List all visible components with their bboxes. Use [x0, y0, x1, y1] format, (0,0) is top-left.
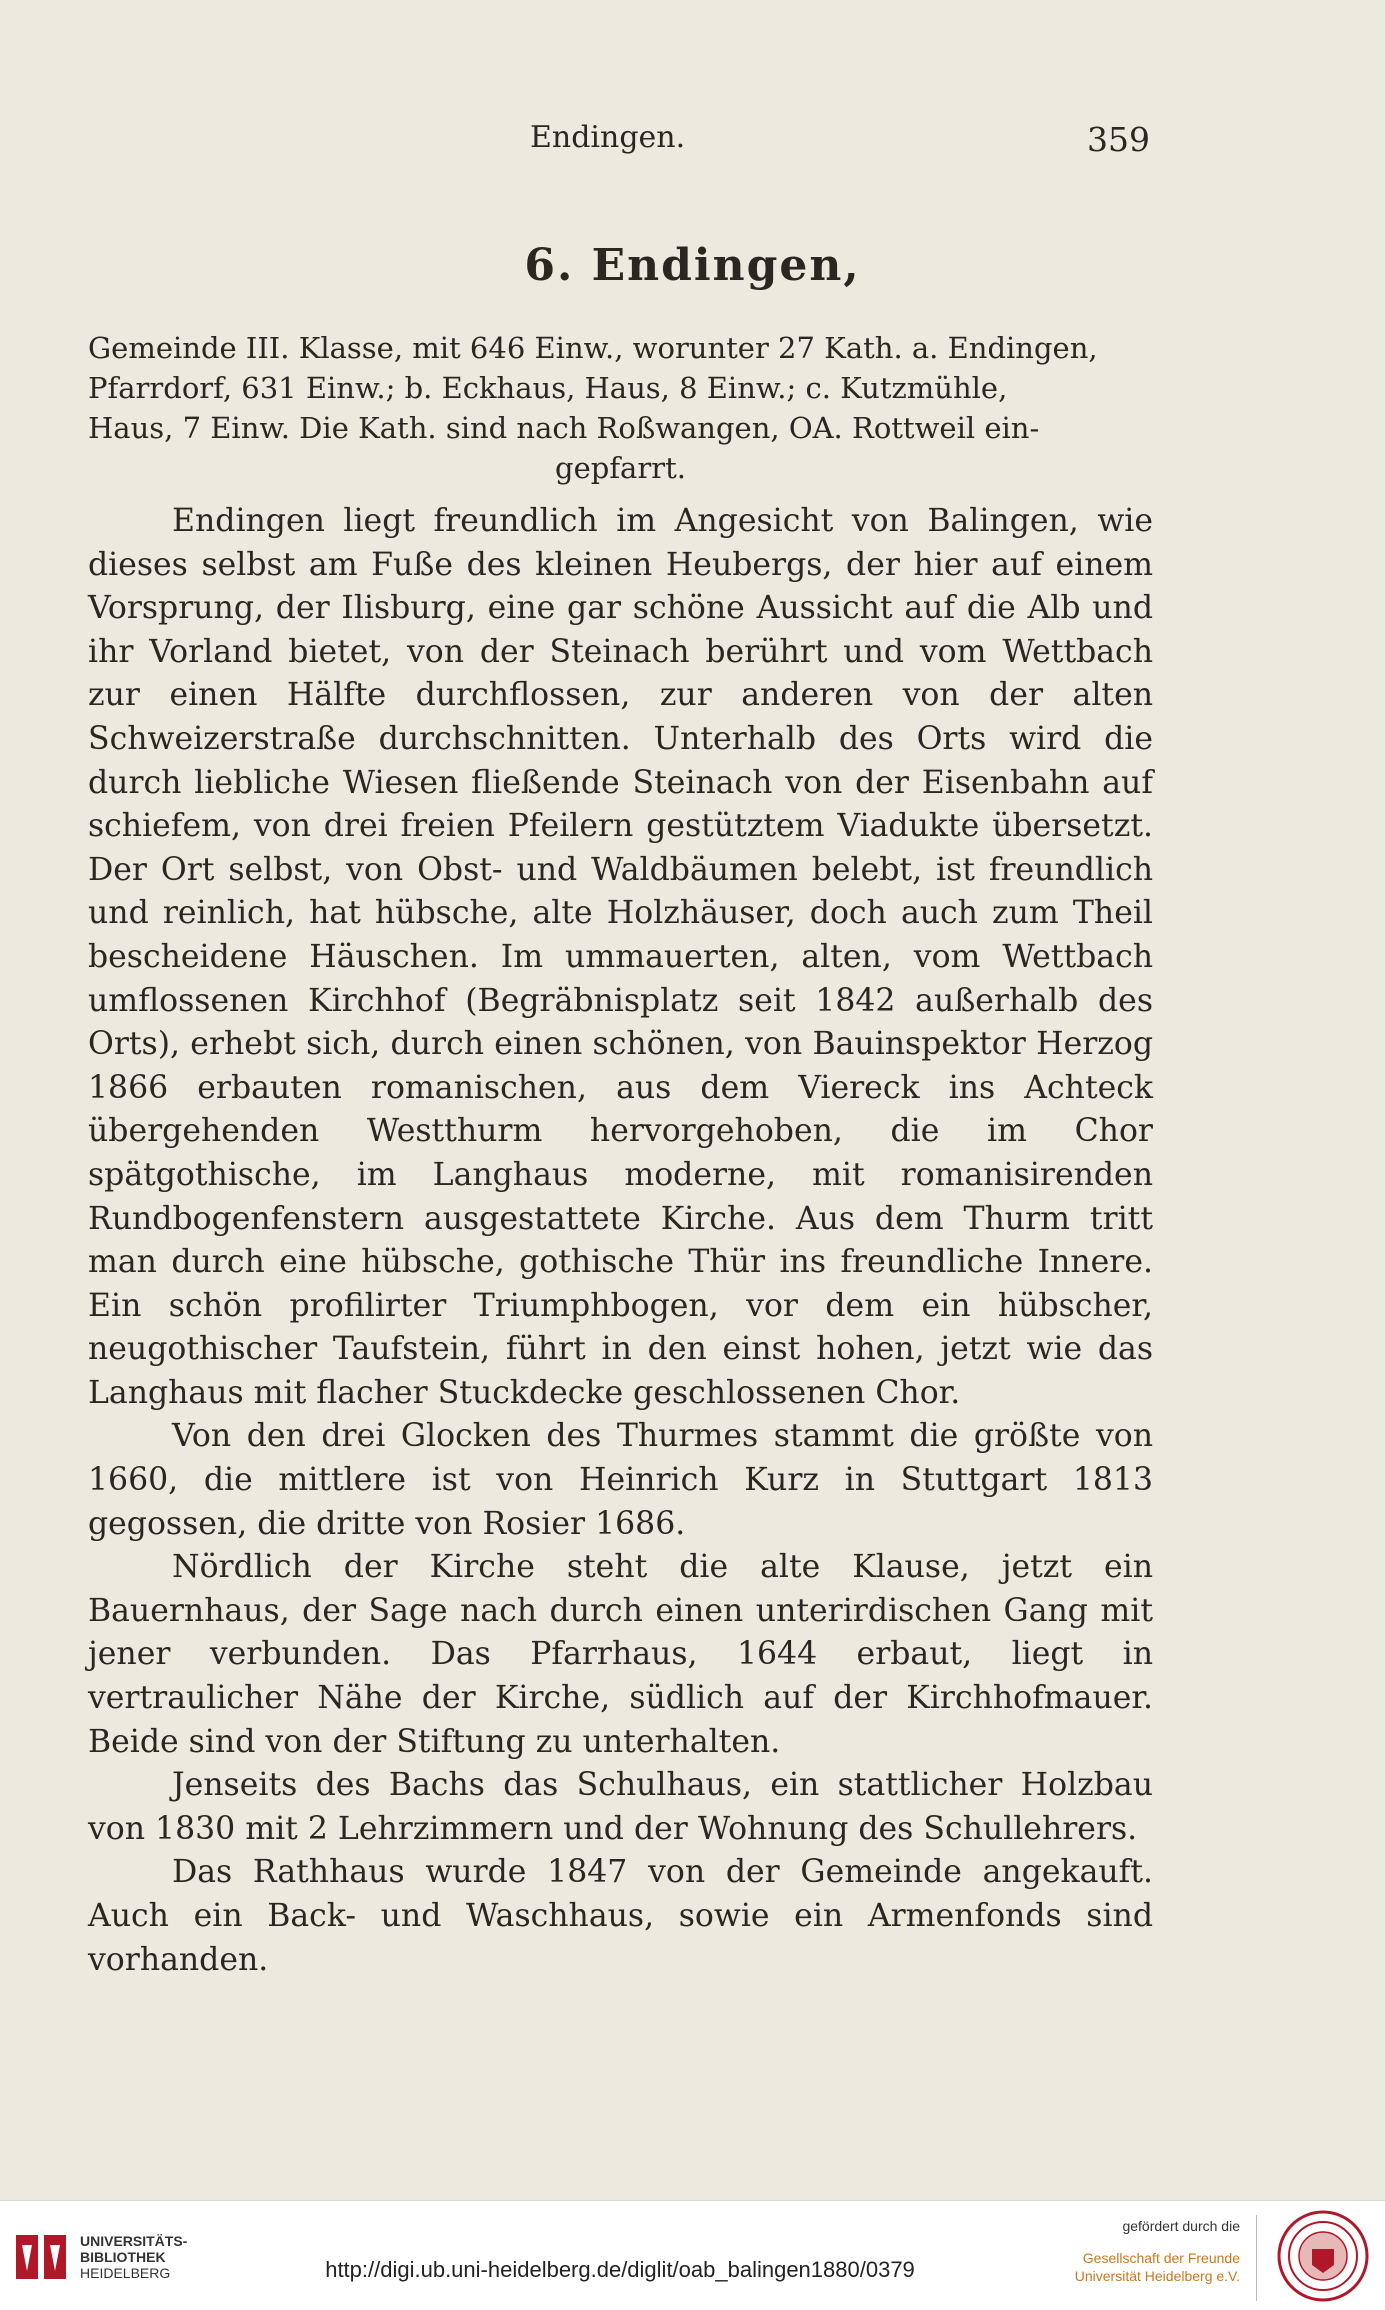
- paragraph: Das Rathhaus wurde 1847 von der Gemeinde angekauft. Auch ein Back- und Waschhaus, sowie ein Armenfonds sind vorhanden.: [88, 1854, 1153, 1978]
- paragraph: Jenseits des Bachs das Schulhaus, ein stattlicher Holzbau von 1830 mit 2 Lehrzimmern und der Wohnung des Schullehrers.: [88, 1767, 1153, 1847]
- page-number: 359: [1087, 120, 1150, 159]
- university-seal-icon: [1276, 2209, 1370, 2303]
- paragraph: Endingen liegt freundlich im Angesicht von Balingen, wie dieses selbst am Fuße des kleinen Heubergs, der hier auf einem Vorsprung, der Ilisburg, eine gar schöne Aussicht auf die Alb und ihr Vorland bietet, von der Steinach berührt und vom Wettbach zur einen Hälfte durchflossen, zur anderen von der alten Schweizerstraße durchschnitten. Unterhalb des Orts wird die durch liebliche Wiesen fließende Steinach von der Eisenbahn auf schiefem, von drei freien Pfeilern gestütztem Viadukte übersetzt. Der Ort selbst, von Obst- und Waldbäumen belebt, ist freundlich und reinlich, hat hübsche, alte Holzhäuser, doch auch zum Theil bescheidene Häuschen. Im ummauerten, alten, vom Wettbach umflossenen Kirchhof (Begräbnisplatz seit 1842 außerhalb des Orts), erhebt sich, durch einen schönen, von Bauinspektor Herzog 1866 erbauten romanischen, aus dem Viereck ins Achteck übergehenden Westthurm hervorgehoben, die im Chor spätgothische, im Langhaus moderne, mit romanisirenden Rundbogenfenstern ausgestattete Kirche. Aus dem Thurm tritt man durch eine hübsche, gothische Thür ins freundliche Innere. Ein schön profilirter Triumphbogen, vor dem ein hübscher, neugothischer Taufstein, führt in den einst hohen, jetzt wie das Langhaus mit flacher Stuckdecke geschlossenen Chor.: [88, 503, 1153, 1411]
- summary-line: Pfarrdorf, 631 Einw.; b. Eckhaus, Haus, 8 Einw.; c. Kutzmühle,: [88, 371, 1008, 405]
- summary-line: Haus, 7 Einw. Die Kath. sind nach Roßwangen, OA. Rottweil ein-: [88, 411, 1040, 445]
- footer-bar: [0, 2200, 1385, 2310]
- footer-divider: [1256, 2215, 1257, 2301]
- sponsor-block: [1060, 2217, 1240, 2285]
- sponsor-name-line: Gesellschaft der Freunde: [1082, 2250, 1240, 2266]
- summary-line: gepfarrt.: [555, 451, 686, 485]
- body-text: [88, 500, 1153, 1982]
- running-title: Endingen.: [530, 120, 686, 155]
- section-heading: 6. Endingen,: [524, 240, 861, 291]
- paragraph: Nördlich der Kirche steht die alte Klause, jetzt ein Bauernhaus, der Sage nach durch einen unterirdischen Gang mit jener verbunden. Das Pfarrhaus, 1644 erbaut, liegt in vertraulicher Nähe der Kirche, südlich auf der Kirchhofmauer. Beide sind von der Stiftung zu unterhalten.: [88, 1549, 1153, 1760]
- sponsor-name-line: Universität Heidelberg e.V.: [1074, 2268, 1240, 2284]
- library-name-line: UNIVERSITÄTS-: [80, 2233, 188, 2249]
- running-head: [90, 120, 1150, 160]
- permalink-url[interactable]: http://digi.ub.uni-heidelberg.de/diglit/oab_balingen1880/0379: [325, 2257, 915, 2282]
- paragraph: Von den drei Glocken des Thurmes stammt die größte von 1660, die mittlere ist von Heinrich Kurz in Stuttgart 1813 gegossen, die dritte von Rosier 1686.: [88, 1418, 1153, 1542]
- sponsor-label: gefördert durch die: [1122, 2218, 1240, 2234]
- summary-line: Gemeinde III. Klasse, mit 646 Einw., worunter 27 Kath. a. Endingen,: [88, 331, 1098, 365]
- summary-block: [88, 328, 1153, 488]
- library-name-line: HEIDELBERG: [80, 2265, 171, 2281]
- library-name-line: BIBLIOTHEK: [80, 2249, 166, 2265]
